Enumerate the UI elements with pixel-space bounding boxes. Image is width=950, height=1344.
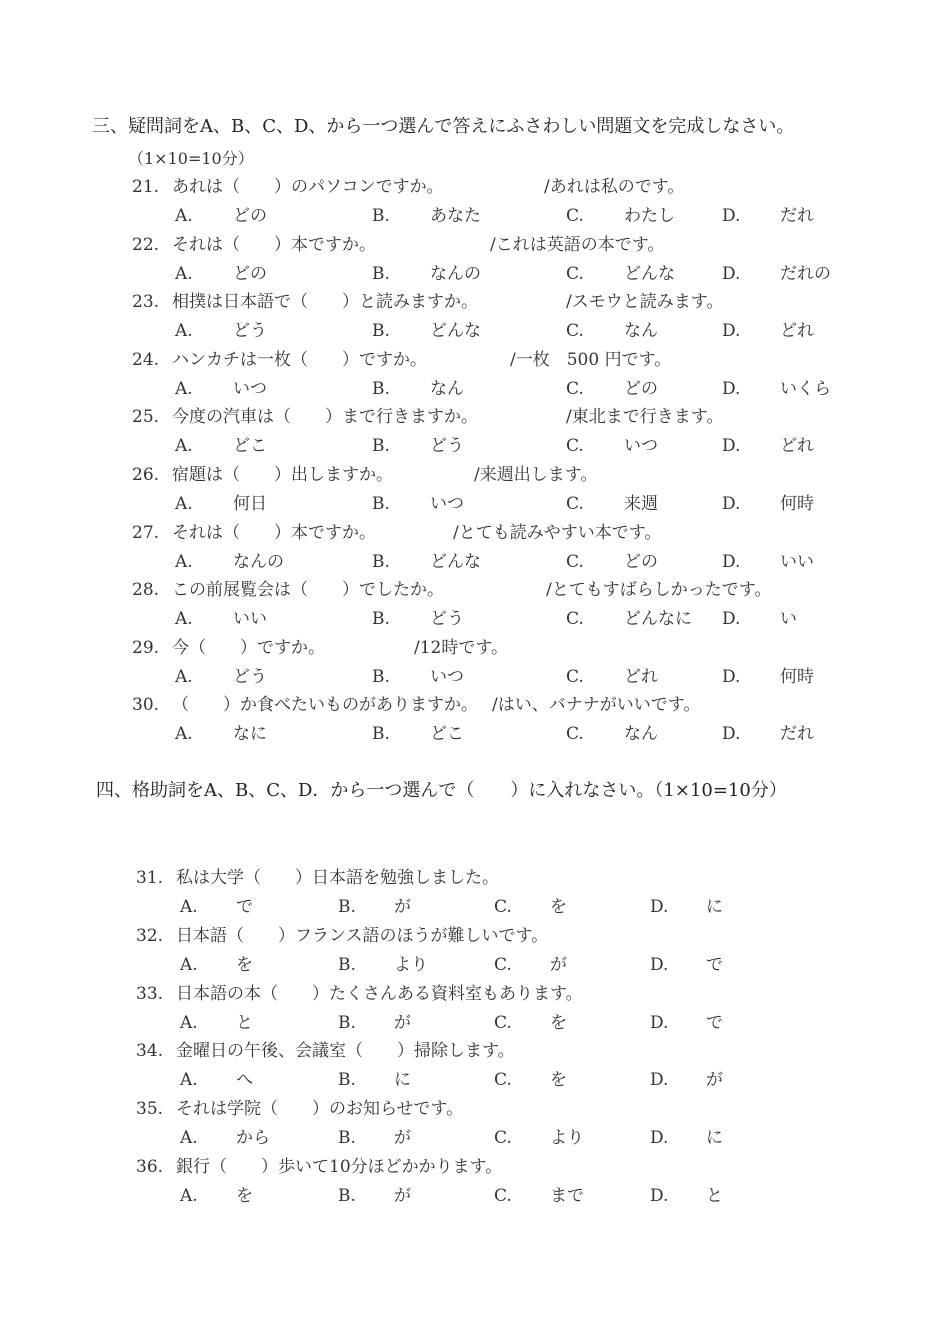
option-text: いつ [430,494,464,514]
option-letter: A. [180,1070,198,1091]
answer-option[interactable] [650,892,723,917]
answer-option[interactable] [650,1008,723,1033]
option-letter: C. [494,897,512,917]
option-text: だれ [780,206,814,226]
option-text: なん [624,724,658,745]
option-text: どう [430,436,464,457]
option-letter: D. [722,494,741,514]
option-text: どの [233,263,267,284]
option-text: どう [233,666,267,687]
question-answer: /とてもすばらしかったです。 [546,580,772,601]
option-text: が [550,954,567,975]
answer-option[interactable] [650,1065,723,1090]
option-text: が [394,1012,411,1033]
option-letter: A. [180,954,198,975]
question-line [136,1152,502,1177]
option-text: い [780,609,797,630]
option-letter: C. [494,1186,512,1206]
answer-option[interactable] [175,259,267,284]
option-text: なんの [233,551,284,572]
question-text: 今（ ）ですか。 [172,637,325,658]
question-line [136,921,548,946]
answer-option[interactable] [566,201,675,226]
answer-option[interactable] [722,604,797,629]
answer-option[interactable] [722,431,814,456]
option-text: わたし [624,206,675,226]
question-number: 33. [136,983,164,1004]
answer-option[interactable] [372,489,464,514]
question-line [136,979,583,1004]
answer-option[interactable] [180,1065,253,1090]
answer-option[interactable] [175,547,284,572]
question-text: それは（ ）本ですか。 [172,234,376,255]
option-letter: C. [494,1012,512,1033]
question-line [136,1036,515,1061]
option-text: と [236,1012,253,1033]
answer-option[interactable] [722,201,814,226]
option-text: なに [233,724,267,745]
question-line [132,172,685,197]
answer-option[interactable] [494,1123,584,1148]
answer-option[interactable] [338,1065,411,1090]
option-letter: C. [566,551,584,572]
answer-option[interactable] [566,259,675,284]
answer-option[interactable] [175,662,267,687]
answer-option[interactable] [372,547,481,572]
question-text: それは学院（ ）のお知らせです。 [176,1099,464,1120]
question-text: 金曜日の午後、会議室（ ）掃除します。 [176,1041,515,1062]
answer-option[interactable] [566,316,658,341]
answer-option[interactable] [372,201,481,226]
answer-option[interactable] [175,201,267,226]
option-letter: B. [338,1128,356,1149]
option-letter: B. [338,1186,356,1206]
question-line [136,863,499,888]
question-text: 私は大学（ ）日本語を勉強しました。 [176,868,499,888]
option-text: に [706,897,723,917]
option-letter: C. [566,436,584,457]
answer-option[interactable] [338,1181,411,1206]
option-text: いい [233,609,267,630]
answer-option[interactable] [372,719,464,744]
question-number: 25. [132,407,160,428]
question-line [132,575,772,601]
question-number: 23. [132,292,160,313]
option-letter: B. [372,263,390,284]
option-text: なん [430,378,464,399]
answer-option[interactable] [566,547,658,572]
option-text: で [236,897,253,917]
answer-option[interactable] [175,604,267,629]
option-letter: D. [722,724,741,745]
answer-option[interactable] [180,1008,253,1033]
option-letter: B. [338,897,356,917]
option-letter: A. [180,1128,198,1149]
answer-option[interactable] [175,431,267,456]
section3-heading: 三、疑問詞をA、B、C、D、から一つ選んで答えにふさわしい問題文を完成しなさい。 [92,116,795,137]
option-text: より [394,954,428,975]
option-letter: A. [175,206,193,226]
option-letter: C. [566,609,584,630]
question-number: 35. [136,1099,164,1120]
question-number: 24. [132,349,160,370]
option-letter: D. [722,378,741,399]
question-line [132,345,672,370]
question-text: （ ）か食べたいものがありますか。 [172,695,478,716]
question-number: 29. [132,637,160,658]
option-letter: C. [566,321,584,342]
option-letter: A. [175,724,193,745]
option-letter: A. [175,263,193,284]
answer-option[interactable] [372,604,464,629]
question-text: 相撲は日本語で（ ）と読みますか。 [172,292,478,313]
question-number: 28. [132,580,160,601]
question-text: ハンカチは一枚（ ）ですか。 [172,349,427,370]
answer-option[interactable] [494,892,567,917]
option-letter: C. [494,1128,512,1149]
question-answer: /はい、バナナがいいです。 [492,695,701,716]
question-number: 36. [136,1157,164,1177]
option-letter: D. [722,263,741,284]
option-letter: B. [338,1070,356,1091]
option-letter: C. [566,263,584,284]
question-number: 27. [132,522,160,543]
answer-option[interactable] [338,1008,411,1033]
option-letter: B. [338,954,356,975]
option-text: なん [624,321,658,342]
answer-option[interactable] [372,374,464,399]
question-answer: /一枚 500 円です。 [510,349,672,370]
option-text: だれ [780,724,814,745]
question-line [132,230,665,255]
option-letter: B. [338,1012,356,1033]
option-text: あなた [430,206,481,226]
answer-option[interactable] [338,950,428,975]
question-text: 銀行（ ）歩いて10分ほどかかります。 [176,1157,503,1177]
option-text: が [706,1070,723,1091]
answer-option[interactable] [180,950,253,975]
answer-option[interactable] [372,259,481,284]
option-letter: B. [372,436,390,457]
option-letter: A. [175,609,193,630]
answer-option[interactable] [566,604,692,629]
question-answer: /あれは私のです。 [544,177,685,197]
answer-option[interactable] [180,892,253,917]
option-text: と [706,1186,723,1206]
option-letter: B. [372,378,390,399]
question-text: この前展覧会は（ ）でしたか。 [172,580,444,601]
option-text: を [550,1012,567,1033]
option-letter: B. [372,494,390,514]
question-answer: /来週出します。 [474,465,598,485]
option-text: から [236,1128,270,1149]
answer-option[interactable] [494,950,567,975]
option-letter: B. [372,551,390,572]
option-letter: D. [722,321,741,342]
option-letter: B. [372,724,390,745]
question-line [132,287,724,313]
question-number: 26. [132,465,160,485]
option-letter: A. [175,551,193,572]
option-text: どの [624,551,658,572]
option-letter: D. [722,206,741,226]
option-letter: D. [650,897,669,917]
option-text: なんの [430,263,481,284]
option-text: で [706,954,723,975]
answer-option[interactable] [722,719,814,744]
option-text: 何時 [780,666,814,687]
option-letter: B. [372,609,390,630]
option-text: どこ [233,436,267,457]
option-text: どの [233,206,267,226]
question-line [132,460,598,485]
answer-option[interactable] [175,374,267,399]
option-letter: A. [175,494,193,514]
option-text: どの [624,378,658,399]
option-letter: C. [566,666,584,687]
answer-option[interactable] [722,374,831,399]
question-text: 日本語の本（ ）たくさんある資料室もあります。 [176,983,583,1004]
answer-option[interactable] [650,1181,723,1206]
answer-option[interactable] [722,547,814,572]
option-text: どれ [780,321,814,342]
question-text: 宿題は（ ）出しますか。 [172,465,393,485]
option-text: 何日 [233,494,267,514]
option-text: へ [236,1070,253,1091]
option-letter: D. [722,609,741,630]
question-number: 30. [132,695,160,716]
answer-option[interactable] [372,431,464,456]
option-letter: C. [494,954,512,975]
option-text: 来週 [624,494,658,514]
answer-option[interactable] [175,489,267,514]
option-text: が [394,1128,411,1149]
answer-option[interactable] [722,662,814,687]
answer-option[interactable] [650,1123,723,1148]
option-letter: C. [566,724,584,745]
option-text: まで [550,1186,584,1206]
option-letter: D. [650,1012,669,1033]
option-text: いくら [780,378,831,399]
option-text: いつ [233,378,267,399]
option-letter: D. [650,1070,669,1091]
option-text: いつ [624,436,658,457]
option-text: が [394,897,411,917]
option-text: どんな [430,321,481,342]
question-number: 22. [132,234,160,255]
answer-option[interactable] [566,662,658,687]
option-letter: A. [180,897,198,917]
option-text: どう [430,609,464,630]
question-text: それは（ ）本ですか。 [172,522,376,543]
question-line [132,690,701,716]
option-letter: A. [175,378,193,399]
question-number: 34. [136,1041,164,1062]
answer-option[interactable] [338,1123,411,1148]
answer-option[interactable] [494,1008,567,1033]
question-line [132,402,724,428]
question-text: あれは（ ）のパソコンですか。 [172,177,444,197]
option-letter: A. [175,321,193,342]
option-text: どこ [430,724,464,745]
answer-option[interactable] [494,1065,567,1090]
option-text: いつ [430,666,464,687]
answer-option[interactable] [566,719,658,744]
option-text: どんなに [624,609,692,630]
section4-heading: 四、格助詞をA、B、C、D．から一つ選んで（ ）に入れなさい。（1×10=10分） [96,780,787,801]
option-text: を [550,1070,567,1091]
option-text: に [706,1128,723,1149]
answer-option[interactable] [650,950,723,975]
option-letter: C. [566,378,584,399]
question-answer: /スモウと読みます。 [566,292,724,313]
option-letter: B. [372,666,390,687]
option-letter: A. [180,1186,198,1206]
question-line [136,1094,463,1119]
answer-option[interactable] [494,1181,584,1206]
answer-option[interactable] [722,316,814,341]
option-text: どれ [624,666,658,687]
question-answer: /これは英語の本です。 [490,234,665,255]
option-text: が [394,1186,411,1206]
option-text: を [236,954,253,975]
option-letter: C. [494,1070,512,1091]
option-text: どう [233,321,267,342]
answer-option[interactable] [566,431,658,456]
question-number: 21. [132,177,160,197]
option-letter: D. [650,1186,669,1206]
option-letter: D. [722,436,741,457]
option-letter: A. [175,666,193,687]
answer-option[interactable] [372,316,481,341]
question-number: 32. [136,925,164,946]
answer-option[interactable] [566,374,658,399]
question-text: 今度の汽車は（ ）まで行きますか。 [172,407,478,428]
option-letter: D. [650,1128,669,1149]
option-letter: D. [722,666,741,687]
question-answer: /とても読みやすい本です。 [453,522,662,543]
question-text: 日本語（ ）フランス語のほうが難しいです。 [176,925,549,946]
option-letter: A. [175,436,193,457]
answer-option[interactable] [175,316,267,341]
question-answer: /12時です。 [414,637,508,658]
answer-option[interactable] [180,1123,270,1148]
option-text: を [550,897,567,917]
answer-option[interactable] [175,719,267,744]
option-text: で [706,1012,723,1033]
answer-option[interactable] [722,259,831,284]
option-text: を [236,1186,253,1206]
option-text: より [550,1128,584,1149]
question-answer: /東北まで行きます。 [566,407,724,428]
option-letter: D. [722,551,741,572]
question-line [132,518,662,543]
option-text: いい [780,551,814,572]
option-letter: C. [566,206,584,226]
option-letter: C. [566,494,584,514]
option-letter: B. [372,206,390,226]
answer-option[interactable] [338,892,411,917]
option-letter: D. [650,954,669,975]
answer-option[interactable] [372,662,464,687]
question-number: 31. [136,868,164,888]
option-letter: B. [372,321,390,342]
option-text: どんな [624,263,675,284]
answer-option[interactable] [722,489,814,514]
option-letter: A. [180,1012,198,1033]
option-text: どんな [430,551,481,572]
question-line [132,633,508,658]
section3-points: （1×10=10分） [128,149,254,168]
option-text: だれの [780,263,831,284]
option-text: に [394,1070,411,1091]
option-text: 何時 [780,494,814,514]
option-text: どれ [780,436,814,457]
answer-option[interactable] [566,489,658,514]
answer-option[interactable] [180,1181,253,1206]
